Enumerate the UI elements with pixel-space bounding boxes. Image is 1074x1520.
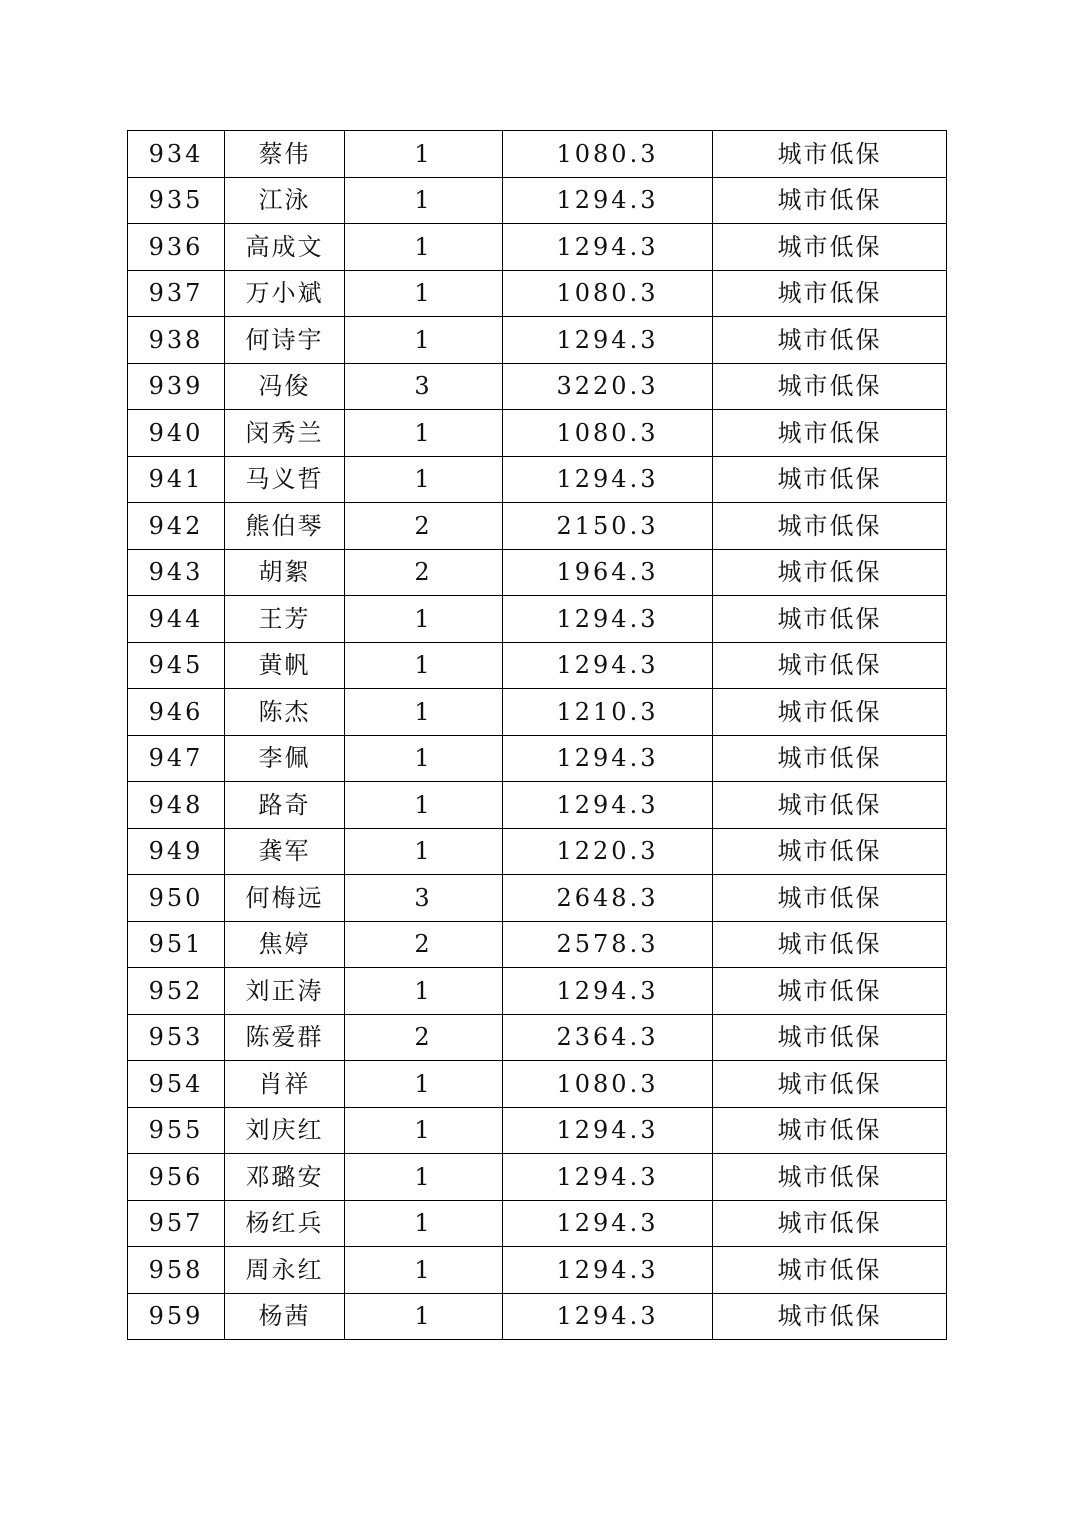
cell-subsidy-type: 城市低保 [713, 317, 947, 364]
cell-recipient-name: 邓璐安 [225, 1154, 345, 1201]
cell-subsidy-type: 城市低保 [713, 410, 947, 457]
cell-subsidy-type: 城市低保 [713, 503, 947, 550]
cell-subsidy-amount: 1964.3 [503, 549, 713, 596]
roster-table-body [128, 131, 947, 1340]
cell-recipient-name: 杨茜 [225, 1293, 345, 1340]
table-row [128, 131, 947, 178]
cell-subsidy-type: 城市低保 [713, 456, 947, 503]
cell-household-members: 3 [345, 363, 503, 410]
cell-subsidy-type: 城市低保 [713, 224, 947, 271]
cell-serial-number: 943 [128, 549, 225, 596]
cell-serial-number: 941 [128, 456, 225, 503]
cell-recipient-name: 杨红兵 [225, 1200, 345, 1247]
cell-subsidy-amount: 1294.3 [503, 1293, 713, 1340]
cell-subsidy-type: 城市低保 [713, 828, 947, 875]
cell-household-members: 2 [345, 921, 503, 968]
cell-household-members: 1 [345, 1247, 503, 1294]
cell-household-members: 2 [345, 1014, 503, 1061]
cell-subsidy-amount: 1294.3 [503, 968, 713, 1015]
cell-household-members: 1 [345, 131, 503, 178]
cell-subsidy-type: 城市低保 [713, 735, 947, 782]
cell-serial-number: 954 [128, 1061, 225, 1108]
table-row [128, 782, 947, 829]
cell-serial-number: 935 [128, 177, 225, 224]
table-row [128, 224, 947, 271]
cell-recipient-name: 陈爱群 [225, 1014, 345, 1061]
cell-subsidy-amount: 1080.3 [503, 131, 713, 178]
cell-serial-number: 946 [128, 689, 225, 736]
cell-subsidy-type: 城市低保 [713, 177, 947, 224]
table-row [128, 456, 947, 503]
cell-subsidy-type: 城市低保 [713, 921, 947, 968]
cell-household-members: 1 [345, 1200, 503, 1247]
cell-serial-number: 957 [128, 1200, 225, 1247]
cell-subsidy-amount: 2648.3 [503, 875, 713, 922]
cell-household-members: 1 [345, 1293, 503, 1340]
cell-subsidy-amount: 1294.3 [503, 456, 713, 503]
cell-serial-number: 940 [128, 410, 225, 457]
table-row [128, 549, 947, 596]
cell-subsidy-type: 城市低保 [713, 1107, 947, 1154]
cell-subsidy-type: 城市低保 [713, 549, 947, 596]
table-row [128, 735, 947, 782]
table-row [128, 1200, 947, 1247]
table-row [128, 1293, 947, 1340]
cell-subsidy-amount: 2150.3 [503, 503, 713, 550]
cell-subsidy-type: 城市低保 [713, 1293, 947, 1340]
cell-subsidy-amount: 1294.3 [503, 1247, 713, 1294]
cell-serial-number: 948 [128, 782, 225, 829]
cell-recipient-name: 龚军 [225, 828, 345, 875]
cell-household-members: 1 [345, 177, 503, 224]
cell-household-members: 1 [345, 596, 503, 643]
cell-recipient-name: 刘庆红 [225, 1107, 345, 1154]
cell-recipient-name: 焦婷 [225, 921, 345, 968]
table-row [128, 921, 947, 968]
cell-subsidy-type: 城市低保 [713, 642, 947, 689]
cell-recipient-name: 冯俊 [225, 363, 345, 410]
cell-subsidy-type: 城市低保 [713, 131, 947, 178]
cell-serial-number: 939 [128, 363, 225, 410]
cell-recipient-name: 蔡伟 [225, 131, 345, 178]
cell-recipient-name: 何诗宇 [225, 317, 345, 364]
cell-serial-number: 955 [128, 1107, 225, 1154]
cell-serial-number: 942 [128, 503, 225, 550]
cell-recipient-name: 黄帆 [225, 642, 345, 689]
cell-household-members: 1 [345, 317, 503, 364]
table-row [128, 363, 947, 410]
cell-subsidy-type: 城市低保 [713, 782, 947, 829]
cell-recipient-name: 李佩 [225, 735, 345, 782]
cell-household-members: 1 [345, 735, 503, 782]
table-row [128, 1107, 947, 1154]
cell-subsidy-amount: 2364.3 [503, 1014, 713, 1061]
cell-serial-number: 958 [128, 1247, 225, 1294]
cell-recipient-name: 周永红 [225, 1247, 345, 1294]
cell-household-members: 1 [345, 1061, 503, 1108]
cell-recipient-name: 闵秀兰 [225, 410, 345, 457]
cell-subsidy-amount: 1080.3 [503, 270, 713, 317]
table-row [128, 689, 947, 736]
cell-serial-number: 950 [128, 875, 225, 922]
cell-household-members: 1 [345, 456, 503, 503]
table-row [128, 503, 947, 550]
cell-subsidy-type: 城市低保 [713, 596, 947, 643]
cell-recipient-name: 万小斌 [225, 270, 345, 317]
cell-serial-number: 947 [128, 735, 225, 782]
cell-subsidy-type: 城市低保 [713, 363, 947, 410]
table-row [128, 1061, 947, 1108]
cell-recipient-name: 何梅远 [225, 875, 345, 922]
cell-subsidy-amount: 1294.3 [503, 1200, 713, 1247]
cell-household-members: 2 [345, 549, 503, 596]
cell-serial-number: 934 [128, 131, 225, 178]
cell-recipient-name: 高成文 [225, 224, 345, 271]
cell-recipient-name: 王芳 [225, 596, 345, 643]
cell-serial-number: 937 [128, 270, 225, 317]
cell-serial-number: 938 [128, 317, 225, 364]
cell-recipient-name: 刘正涛 [225, 968, 345, 1015]
cell-recipient-name: 马义哲 [225, 456, 345, 503]
cell-household-members: 2 [345, 503, 503, 550]
cell-subsidy-amount: 1294.3 [503, 642, 713, 689]
cell-subsidy-amount: 2578.3 [503, 921, 713, 968]
cell-subsidy-type: 城市低保 [713, 1014, 947, 1061]
cell-household-members: 1 [345, 968, 503, 1015]
cell-subsidy-amount: 1294.3 [503, 317, 713, 364]
cell-serial-number: 944 [128, 596, 225, 643]
cell-household-members: 1 [345, 689, 503, 736]
cell-subsidy-amount: 1294.3 [503, 1107, 713, 1154]
cell-recipient-name: 肖祥 [225, 1061, 345, 1108]
subsidy-roster-table [127, 130, 947, 1340]
cell-household-members: 1 [345, 224, 503, 271]
cell-subsidy-amount: 1294.3 [503, 224, 713, 271]
cell-household-members: 1 [345, 782, 503, 829]
cell-subsidy-amount: 1220.3 [503, 828, 713, 875]
cell-subsidy-type: 城市低保 [713, 968, 947, 1015]
table-row [128, 410, 947, 457]
table-row [128, 875, 947, 922]
cell-serial-number: 949 [128, 828, 225, 875]
cell-serial-number: 953 [128, 1014, 225, 1061]
table-row [128, 596, 947, 643]
table-row [128, 1014, 947, 1061]
cell-subsidy-amount: 1080.3 [503, 1061, 713, 1108]
table-row [128, 270, 947, 317]
cell-subsidy-amount: 1210.3 [503, 689, 713, 736]
cell-serial-number: 956 [128, 1154, 225, 1201]
table-row [128, 177, 947, 224]
cell-household-members: 1 [345, 1107, 503, 1154]
cell-recipient-name: 熊伯琴 [225, 503, 345, 550]
cell-household-members: 1 [345, 828, 503, 875]
cell-subsidy-amount: 1080.3 [503, 410, 713, 457]
cell-serial-number: 959 [128, 1293, 225, 1340]
cell-recipient-name: 江泳 [225, 177, 345, 224]
table-row [128, 317, 947, 364]
table-row [128, 968, 947, 1015]
cell-subsidy-amount: 1294.3 [503, 782, 713, 829]
cell-recipient-name: 胡絮 [225, 549, 345, 596]
cell-household-members: 1 [345, 270, 503, 317]
cell-subsidy-type: 城市低保 [713, 270, 947, 317]
cell-subsidy-type: 城市低保 [713, 1200, 947, 1247]
cell-subsidy-type: 城市低保 [713, 875, 947, 922]
cell-household-members: 1 [345, 1154, 503, 1201]
cell-subsidy-amount: 1294.3 [503, 596, 713, 643]
table-row [128, 642, 947, 689]
cell-recipient-name: 路奇 [225, 782, 345, 829]
cell-subsidy-amount: 1294.3 [503, 735, 713, 782]
cell-serial-number: 952 [128, 968, 225, 1015]
table-row [128, 1247, 947, 1294]
cell-subsidy-type: 城市低保 [713, 1061, 947, 1108]
cell-subsidy-type: 城市低保 [713, 1247, 947, 1294]
table-row [128, 828, 947, 875]
cell-subsidy-amount: 1294.3 [503, 1154, 713, 1201]
cell-subsidy-type: 城市低保 [713, 1154, 947, 1201]
cell-subsidy-type: 城市低保 [713, 689, 947, 736]
cell-household-members: 1 [345, 410, 503, 457]
cell-recipient-name: 陈杰 [225, 689, 345, 736]
cell-household-members: 3 [345, 875, 503, 922]
table-row [128, 1154, 947, 1201]
cell-subsidy-amount: 3220.3 [503, 363, 713, 410]
cell-serial-number: 936 [128, 224, 225, 271]
cell-household-members: 1 [345, 642, 503, 689]
cell-serial-number: 945 [128, 642, 225, 689]
cell-subsidy-amount: 1294.3 [503, 177, 713, 224]
cell-serial-number: 951 [128, 921, 225, 968]
